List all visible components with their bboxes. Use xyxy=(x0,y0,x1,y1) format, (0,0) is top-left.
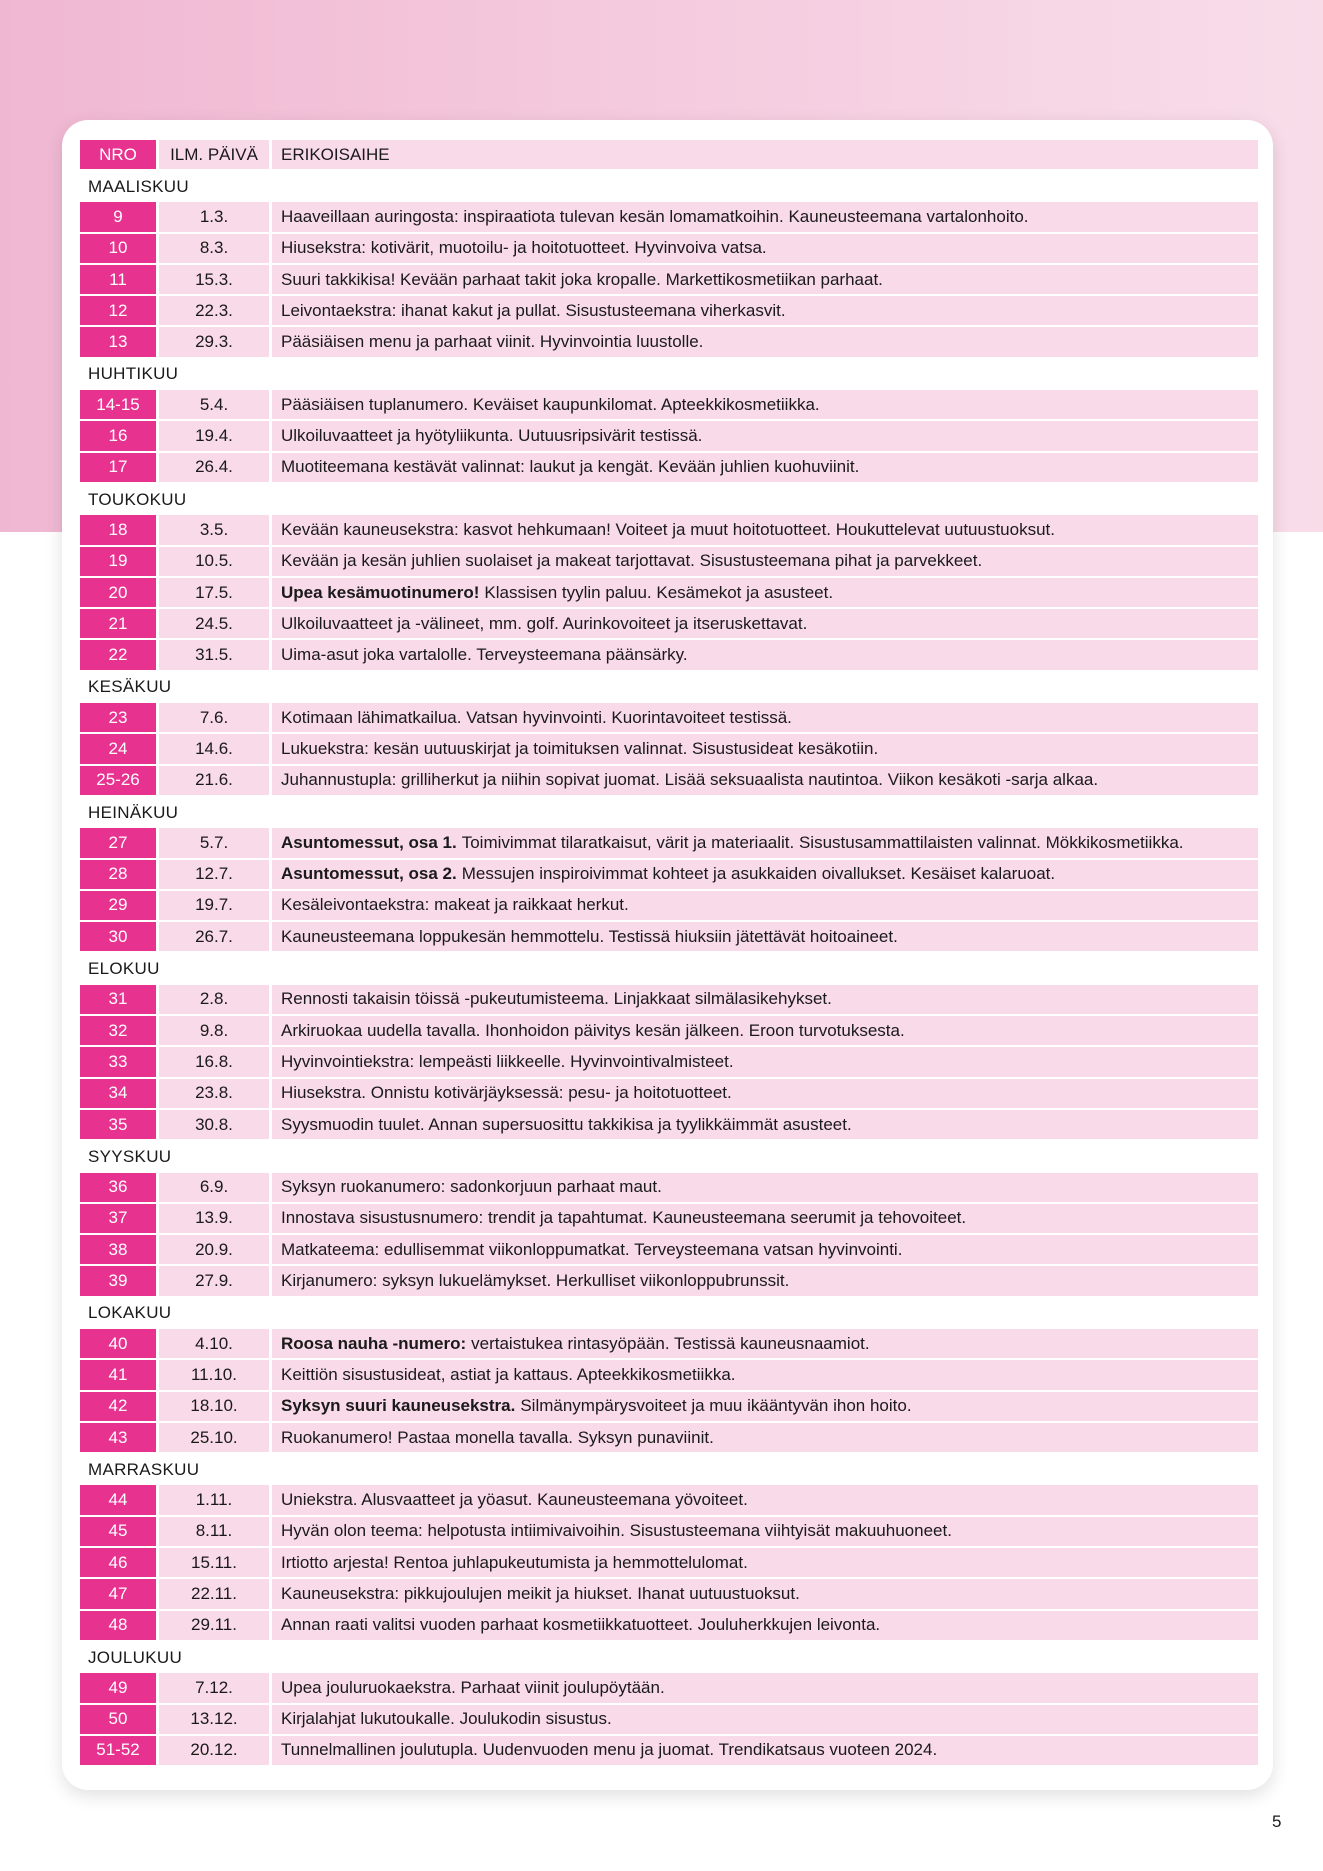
issue-row xyxy=(80,640,1258,671)
issue-number: 29 xyxy=(80,891,156,922)
issue-row xyxy=(80,390,1258,421)
special-topic xyxy=(272,828,1258,859)
header-nro: NRO xyxy=(80,140,156,171)
issue-row xyxy=(80,609,1258,640)
special-topic xyxy=(272,703,1258,734)
issue-row xyxy=(80,1360,1258,1391)
topic-text: Kevään kauneusekstra: kasvot hehkumaan! Voiteet ja muut hoitotuotteet. Houkuttelevat uutuustuoksut. xyxy=(281,519,1055,539)
topic-text: Kauneusekstra: pikkujoulujen meikit ja hiukset. Ihanat uutuustuoksut. xyxy=(281,1584,800,1603)
issue-row xyxy=(80,703,1258,734)
issue-number: 36 xyxy=(80,1173,156,1204)
issue-number: 44 xyxy=(80,1485,156,1516)
month-heading: LOKAKUU xyxy=(88,1303,172,1323)
release-date: 21.6. xyxy=(159,766,269,797)
release-date: 29.11. xyxy=(159,1611,269,1642)
release-date: 19.7. xyxy=(159,891,269,922)
release-date: 1.11. xyxy=(159,1485,269,1516)
release-date: 6.9. xyxy=(159,1173,269,1204)
issue-row xyxy=(80,578,1258,609)
issue-number: 31 xyxy=(80,985,156,1016)
table-body xyxy=(80,171,1258,1767)
month-heading: TOUKOKUU xyxy=(88,489,187,509)
issue-row xyxy=(80,766,1258,797)
topic-text: Hiusekstra: kotivärit, muotoilu- ja hoitotuotteet. Hyvinvoiva vatsa. xyxy=(281,238,767,258)
issue-number: 41 xyxy=(80,1360,156,1391)
release-date: 10.5. xyxy=(159,547,269,578)
release-date: 1.3. xyxy=(159,202,269,233)
month-heading: KESÄKUU xyxy=(88,677,172,697)
special-topic xyxy=(272,609,1258,640)
issue-row xyxy=(80,327,1258,358)
page-number: 5 xyxy=(1272,1812,1282,1831)
issue-row xyxy=(80,1235,1258,1266)
topic-text: Hyvinvointiekstra: lempeästi liikkeelle. Hyvinvointivalmisteet. xyxy=(281,1051,734,1071)
release-date: 25.10. xyxy=(159,1423,269,1454)
issue-number: 50 xyxy=(80,1705,156,1736)
topic-highlight: Asuntomessut, osa 1. xyxy=(281,832,457,852)
release-date: 22.3. xyxy=(159,296,269,327)
issue-row xyxy=(80,202,1258,233)
issue-row xyxy=(80,1392,1258,1423)
release-date: 27.9. xyxy=(159,1266,269,1297)
release-date: 20.9. xyxy=(159,1235,269,1266)
special-topic xyxy=(272,515,1258,546)
issue-row xyxy=(80,860,1258,891)
issue-number: 33 xyxy=(80,1047,156,1078)
topic-text: Annan raati valitsi vuoden parhaat kosmetiikkatuotteet. Jouluherkkujen leivonta. xyxy=(281,1615,881,1635)
topic-text: Lukuekstra: kesän uutuuskirjat ja toimituksen valinnat. Sisustusideat kesäkotiin. xyxy=(281,738,879,758)
special-topic xyxy=(272,891,1258,922)
release-date: 4.10. xyxy=(159,1329,269,1360)
topic-text: Matkateema: edullisemmat viikonloppumatkat. Terveysteemana vatsan hyvinvointi. xyxy=(281,1239,903,1259)
special-topic xyxy=(272,327,1258,358)
topic-text: Haaveillaan auringosta: inspiraatiota tulevan kesän lomamatkoihin. Kauneusteemana vartalonhoito. xyxy=(281,206,1029,226)
special-topic xyxy=(272,734,1258,765)
release-date: 5.4. xyxy=(159,390,269,421)
topic-text: Upea jouluruokaekstra. Parhaat viinit joulupöytään. xyxy=(281,1677,665,1697)
issue-row xyxy=(80,922,1258,953)
release-date: 2.8. xyxy=(159,985,269,1016)
issue-number: 20 xyxy=(80,578,156,609)
special-topic xyxy=(272,860,1258,891)
topic-highlight: Upea kesämuotinumero! xyxy=(281,582,480,602)
issue-number: 38 xyxy=(80,1235,156,1266)
issue-row xyxy=(80,265,1258,296)
special-topic xyxy=(272,296,1258,327)
release-date: 22.11. xyxy=(159,1579,269,1610)
issue-row xyxy=(80,1266,1258,1297)
issue-number: 47 xyxy=(80,1579,156,1610)
issue-row xyxy=(80,1173,1258,1204)
special-topic xyxy=(272,1548,1258,1579)
issue-row xyxy=(80,1016,1258,1047)
release-date: 20.12. xyxy=(159,1736,269,1767)
special-topic xyxy=(272,922,1258,953)
issue-row xyxy=(80,1423,1258,1454)
topic-text: Syysmuodin tuulet. Annan supersuosittu takkikisa ja tyylikkäimmät asusteet. xyxy=(281,1114,852,1134)
topic-text: Ulkoiluvaatteet ja hyötyliikunta. Uutuusripsivärit testissä. xyxy=(281,426,703,446)
topic-text: Kauneusteemana loppukesän hemmottelu. Testissä hiuksiin jätettävät hoitoaineet. xyxy=(281,926,898,946)
special-topic xyxy=(272,1047,1258,1078)
issue-number: 19 xyxy=(80,547,156,578)
issue-number: 39 xyxy=(80,1266,156,1297)
special-topic xyxy=(272,1705,1258,1736)
topic-text: Keittiön sisustusideat, astiat ja kattaus. Apteekkikosmetiikka. xyxy=(281,1364,736,1384)
issue-number: 13 xyxy=(80,327,156,358)
release-date: 18.10. xyxy=(159,1392,269,1423)
issue-number: 12 xyxy=(80,296,156,327)
topic-text: Hiusekstra. Onnistu kotivärjäyksessä: pesu- ja hoitotuotteet. xyxy=(281,1083,732,1103)
special-topic xyxy=(272,640,1258,671)
issue-number: 30 xyxy=(80,922,156,953)
special-topic xyxy=(272,1579,1258,1610)
issue-row xyxy=(80,1329,1258,1360)
table-header-row xyxy=(80,140,1258,171)
special-topic xyxy=(272,1392,1258,1423)
special-topic xyxy=(272,1517,1258,1548)
month-heading: SYYSKUU xyxy=(88,1146,172,1166)
month-heading: ELOKUU xyxy=(88,959,160,979)
special-topic xyxy=(272,202,1258,233)
issue-row xyxy=(80,1611,1258,1642)
issue-number: 28 xyxy=(80,860,156,891)
special-topic xyxy=(272,1235,1258,1266)
issue-number: 48 xyxy=(80,1611,156,1642)
topic-text: Arkiruokaa uudella tavalla. Ihonhoidon päivitys kesän jälkeen. Eroon turvotuksesta. xyxy=(281,1020,905,1040)
special-topic xyxy=(272,1611,1258,1642)
issue-number: 9 xyxy=(80,202,156,233)
issue-number: 17 xyxy=(80,453,156,484)
issue-number: 14-15 xyxy=(80,390,156,421)
topic-text: Silmänympärysvoiteet ja muu ikääntyvän ihon hoito. xyxy=(520,1396,912,1416)
special-topic xyxy=(272,1204,1258,1235)
release-date: 13.9. xyxy=(159,1204,269,1235)
month-heading: MARRASKUU xyxy=(88,1459,200,1479)
month-heading: HEINÄKUU xyxy=(88,802,179,822)
issue-row xyxy=(80,1673,1258,1704)
release-date: 15.11. xyxy=(159,1548,269,1579)
release-date: 19.4. xyxy=(159,421,269,452)
issue-number: 16 xyxy=(80,421,156,452)
special-topic xyxy=(272,766,1258,797)
issue-number: 49 xyxy=(80,1673,156,1704)
issue-number: 11 xyxy=(80,265,156,296)
topic-text: Kirjalahjat lukutoukalle. Joulukodin sisustus. xyxy=(281,1709,612,1729)
issue-number: 21 xyxy=(80,609,156,640)
issue-number: 25-26 xyxy=(80,766,156,797)
topic-text: Syksyn ruokanumero: sadonkorjuun parhaat maut. xyxy=(281,1177,662,1197)
release-date: 24.5. xyxy=(159,609,269,640)
topic-text: Hyvän olon teema: helpotusta intiimivaivoihin. Sisustusteemana viihtyisät makuuhuoneet. xyxy=(281,1521,952,1541)
release-date: 8.11. xyxy=(159,1517,269,1548)
special-topic xyxy=(272,1173,1258,1204)
release-date: 9.8. xyxy=(159,1016,269,1047)
topic-text: Uniekstra. Alusvaatteet ja yöasut. Kauneusteemana yövoiteet. xyxy=(281,1490,748,1510)
topic-text: Juhannustupla: grilliherkut ja niihin sopivat juomat. Lisää seksuaalista nautintoa. Viikon kesäkoti -sarja alkaa. xyxy=(281,770,1099,790)
issue-row xyxy=(80,1736,1258,1767)
issue-number: 24 xyxy=(80,734,156,765)
issue-row xyxy=(80,828,1258,859)
topic-text: Kirjanumero: syksyn lukuelämykset. Herkulliset viikonloppubrunssit. xyxy=(281,1271,790,1291)
special-topic xyxy=(272,1110,1258,1141)
topic-text: Innostava sisustusnumero: trendit ja tapahtumat. Kauneusteemana seerumit ja tehovoiteet. xyxy=(281,1208,967,1228)
issue-number: 43 xyxy=(80,1423,156,1454)
issue-row xyxy=(80,734,1258,765)
topic-text: Suuri takkikisa! Kevään parhaat takit joka kropalle. Markettikosmetiikan parhaat. xyxy=(281,269,883,289)
topic-text: Rennosti takaisin töissä -pukeutumisteema. Linjakkaat silmälasikehykset. xyxy=(281,989,832,1009)
special-topic xyxy=(272,547,1258,578)
release-date: 23.8. xyxy=(159,1079,269,1110)
issue-row xyxy=(80,296,1258,327)
release-date: 31.5. xyxy=(159,640,269,671)
topic-text: Messujen inspiroivimmat kohteet ja asukkaiden oivallukset. Kesäiset kalaruoat. xyxy=(461,864,1056,884)
special-topic xyxy=(272,390,1258,421)
topic-text: Klassisen tyylin paluu. Kesämekot ja asusteet. xyxy=(484,582,834,602)
issue-number: 45 xyxy=(80,1517,156,1548)
issue-row xyxy=(80,1485,1258,1516)
header-topic: ERIKOISAIHE xyxy=(272,140,1258,171)
issue-row xyxy=(80,453,1258,484)
issue-number: 42 xyxy=(80,1392,156,1423)
special-topic xyxy=(272,1016,1258,1047)
issue-number: 23 xyxy=(80,703,156,734)
release-date: 13.12. xyxy=(159,1705,269,1736)
issue-number: 22 xyxy=(80,640,156,671)
release-date: 12.7. xyxy=(159,860,269,891)
special-topic xyxy=(272,1485,1258,1516)
issue-row xyxy=(80,1705,1258,1736)
special-topic xyxy=(272,453,1258,484)
release-date: 30.8. xyxy=(159,1110,269,1141)
topic-text: Tunnelmallinen joulutupla. Uudenvuoden menu ja juomat. Trendikatsaus vuoteen 2024. xyxy=(281,1740,938,1760)
topic-highlight: Asuntomessut, osa 2. xyxy=(281,864,457,884)
editorial-calendar-table xyxy=(80,140,1258,1767)
topic-text: vertaistukea rintasyöpään. Testissä kauneusnaamiot. xyxy=(471,1333,870,1353)
special-topic xyxy=(272,1423,1258,1454)
issue-number: 40 xyxy=(80,1329,156,1360)
release-date: 7.6. xyxy=(159,703,269,734)
topic-text: Leivontaekstra: ihanat kakut ja pullat. Sisustusteemana viherkasvit. xyxy=(281,300,786,320)
special-topic xyxy=(272,578,1258,609)
release-date: 16.8. xyxy=(159,1047,269,1078)
issue-row xyxy=(80,421,1258,452)
special-topic xyxy=(272,1673,1258,1704)
topic-text: Uima-asut joka vartalolle. Terveysteemana päänsärky. xyxy=(281,645,688,665)
topic-text: Toimivimmat tilaratkaisut, värit ja materiaalit. Sisustusammattilaisten valinnat. Mökkikosmetiikka. xyxy=(461,832,1184,852)
issue-number: 18 xyxy=(80,515,156,546)
topic-text: Pääsiäisen menu ja parhaat viinit. Hyvinvointia luustolle. xyxy=(281,332,704,352)
issue-number: 35 xyxy=(80,1110,156,1141)
topic-text: Kotimaan lähimatkailua. Vatsan hyvinvointi. Kuorintavoiteet testissä. xyxy=(281,707,792,727)
month-heading: HUHTIKUU xyxy=(88,364,179,384)
special-topic xyxy=(272,1079,1258,1110)
issue-row xyxy=(80,234,1258,265)
topic-text: Ulkoiluvaatteet ja -välineet, mm. golf. Aurinkovoiteet ja itseruskettavat. xyxy=(281,613,808,633)
release-date: 3.5. xyxy=(159,515,269,546)
special-topic xyxy=(272,1360,1258,1391)
issue-row xyxy=(80,1548,1258,1579)
topic-text: Kevään ja kesän juhlien suolaiset ja makeat tarjottavat. Sisustusteemana pihat ja parvekkeet. xyxy=(281,551,983,571)
special-topic xyxy=(272,234,1258,265)
issue-row xyxy=(80,547,1258,578)
release-date: 8.3. xyxy=(159,234,269,265)
release-date: 17.5. xyxy=(159,578,269,609)
topic-text: Kesäleivontaekstra: makeat ja raikkaat herkut. xyxy=(281,895,629,915)
issue-number: 27 xyxy=(80,828,156,859)
special-topic xyxy=(272,985,1258,1016)
topic-text: Ruokanumero! Pastaa monella tavalla. Syksyn punaviinit. xyxy=(281,1427,714,1447)
issue-row xyxy=(80,1204,1258,1235)
issue-row xyxy=(80,1047,1258,1078)
topic-highlight: Roosa nauha -numero: xyxy=(281,1333,467,1353)
month-heading: JOULUKUU xyxy=(88,1647,183,1667)
month-heading: MAALISKUU xyxy=(88,176,189,196)
special-topic xyxy=(272,265,1258,296)
special-topic xyxy=(272,1736,1258,1767)
release-date: 26.7. xyxy=(159,922,269,953)
issue-row xyxy=(80,985,1258,1016)
issue-row xyxy=(80,1517,1258,1548)
issue-row xyxy=(80,515,1258,546)
issue-number: 51-52 xyxy=(80,1736,156,1767)
issue-row xyxy=(80,891,1258,922)
topic-text: Muotiteemana kestävät valinnat: laukut ja kengät. Kevään juhlien kuohuviinit. xyxy=(281,457,860,477)
special-topic xyxy=(272,1329,1258,1360)
topic-highlight: Syksyn suuri kauneusekstra. xyxy=(281,1396,516,1416)
header-day: ILM. PÄIVÄ xyxy=(159,140,269,171)
special-topic xyxy=(272,421,1258,452)
release-date: 26.4. xyxy=(159,453,269,484)
issue-row xyxy=(80,1579,1258,1610)
issue-number: 34 xyxy=(80,1079,156,1110)
release-date: 5.7. xyxy=(159,828,269,859)
release-date: 15.3. xyxy=(159,265,269,296)
topic-text: Irtiotto arjesta! Rentoa juhlapukeutumista ja hemmottelulomat. xyxy=(281,1552,748,1572)
issue-number: 32 xyxy=(80,1016,156,1047)
release-date: 14.6. xyxy=(159,734,269,765)
topic-text: Pääsiäisen tuplanumero. Keväiset kaupunkilomat. Apteekkikosmetiikka. xyxy=(281,394,820,414)
special-topic xyxy=(272,1266,1258,1297)
release-date: 29.3. xyxy=(159,327,269,358)
issue-row xyxy=(80,1079,1258,1110)
issue-number: 10 xyxy=(80,234,156,265)
issue-number: 37 xyxy=(80,1204,156,1235)
release-date: 11.10. xyxy=(159,1360,269,1391)
issue-row xyxy=(80,1110,1258,1141)
release-date: 7.12. xyxy=(159,1673,269,1704)
issue-number: 46 xyxy=(80,1548,156,1579)
